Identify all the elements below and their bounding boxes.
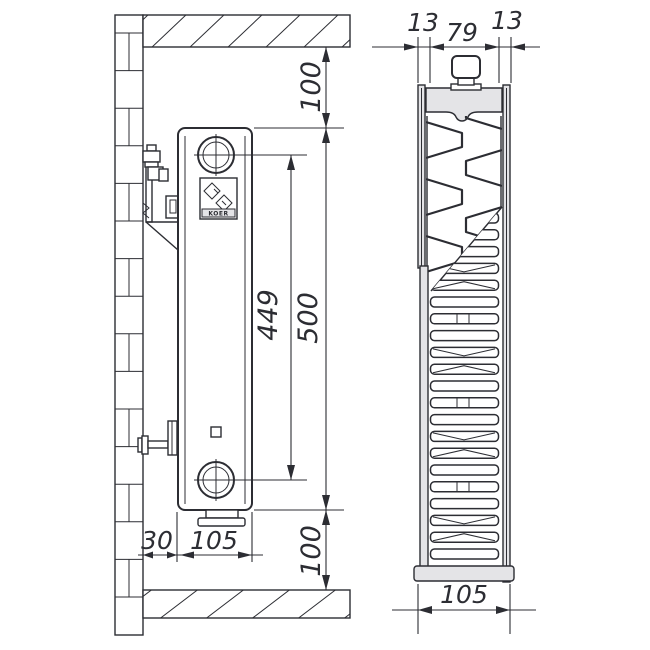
svg-text:100: 100 (296, 525, 327, 577)
top-header (426, 88, 502, 121)
floor-hatch (112, 588, 384, 620)
logo-text: KOER (208, 210, 229, 218)
svg-text:30: 30 (141, 526, 173, 555)
air-vent-valve (451, 56, 481, 90)
base-plate (414, 566, 514, 581)
dim-port-spacing (253, 155, 295, 480)
dim-core-width: 79 (446, 18, 478, 47)
dim-top-clearance (254, 47, 344, 128)
dim-panel-left: 13 (407, 8, 439, 37)
brick-wall (115, 15, 143, 635)
dim-panel-right: 13 (491, 6, 523, 35)
grille-left-frame (420, 266, 428, 580)
svg-text:100: 100 (296, 61, 327, 113)
brand-logo (200, 178, 237, 219)
small-square-marker (211, 427, 221, 437)
upper-wall-bracket (143, 145, 179, 250)
dim-bottom-clearance (296, 510, 330, 590)
svg-text:449: 449 (253, 289, 284, 341)
radiator-foot (198, 510, 245, 526)
front-grille (431, 213, 499, 559)
dim-depth-end (392, 580, 536, 634)
dim-depth-side (180, 526, 252, 559)
svg-text:500: 500 (293, 292, 324, 344)
ceiling-hatch (112, 13, 378, 49)
end-view (372, 6, 540, 634)
svg-text:105: 105 (440, 580, 488, 609)
svg-text:105: 105 (190, 526, 238, 555)
lower-wall-bracket (138, 421, 177, 455)
